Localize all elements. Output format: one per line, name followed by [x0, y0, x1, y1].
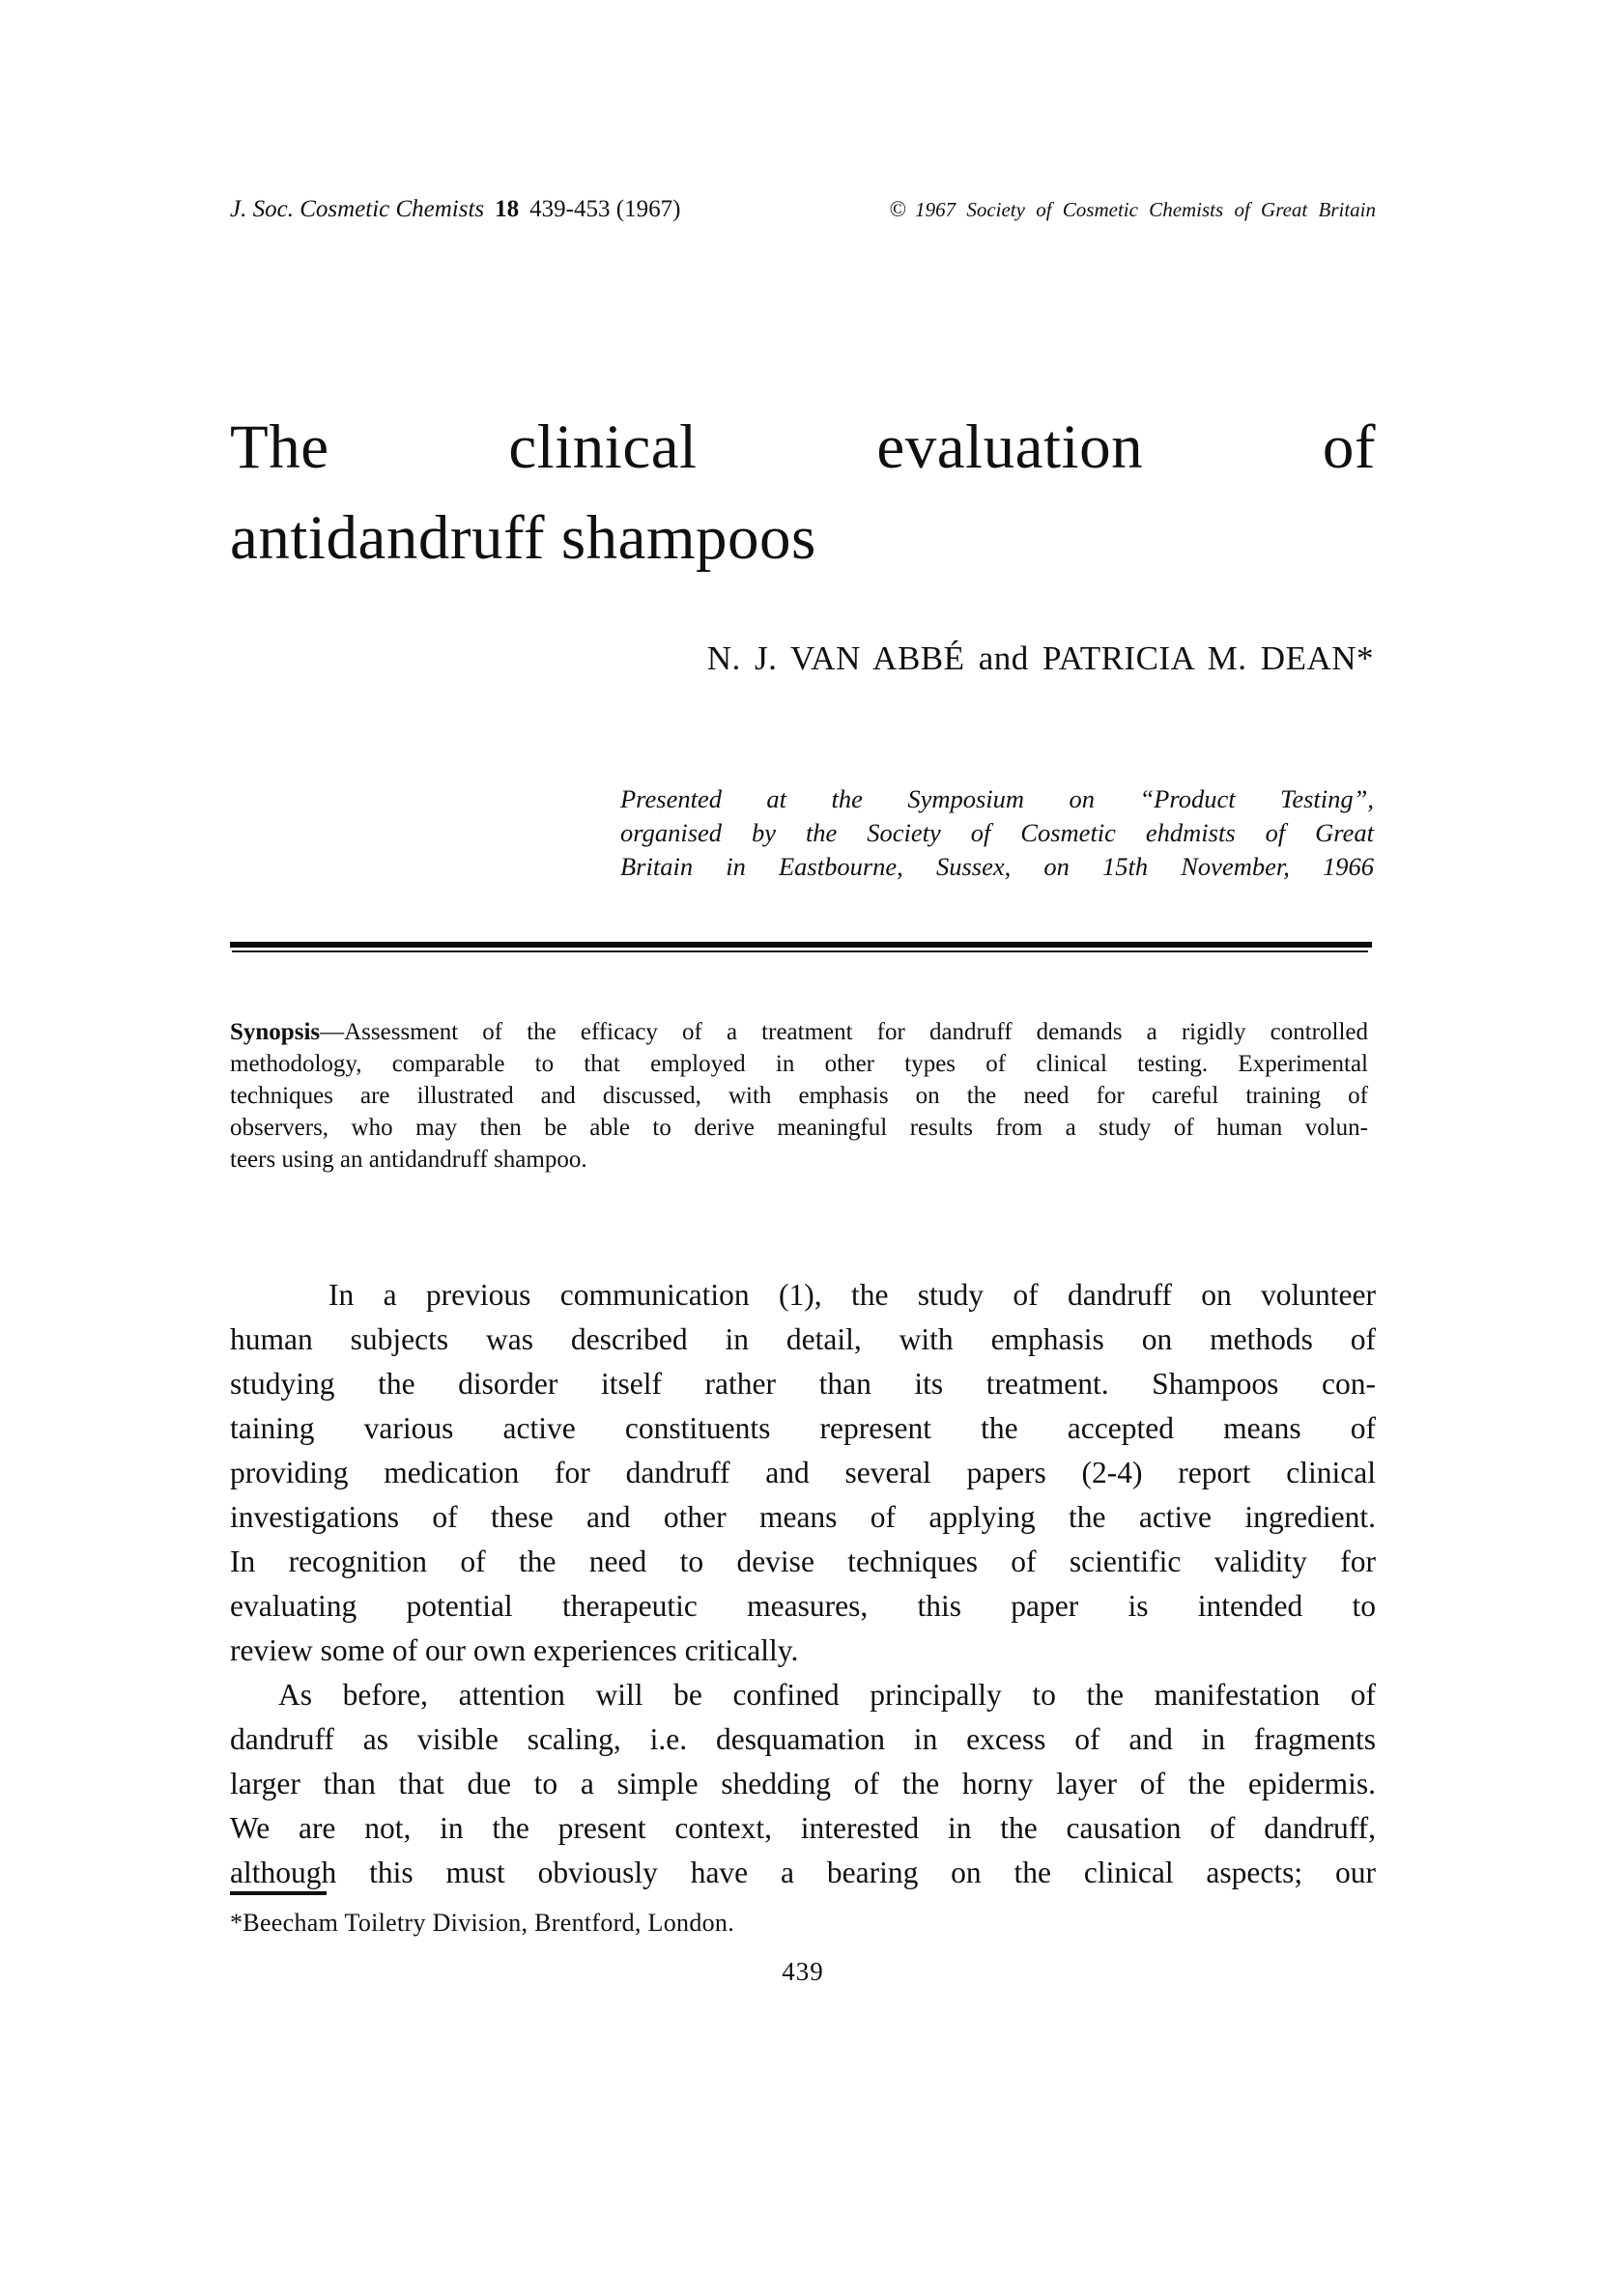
text-line: evaluating potential therapeutic measures, this paper is intended to: [230, 1589, 1376, 1623]
text-line: teers using an antidandruff shampoo.: [230, 1147, 587, 1173]
article-title: [230, 402, 1376, 583]
journal-name: J. Soc. Cosmetic Chemists: [230, 196, 485, 222]
footnote-affiliation: *Beecham Toiletry Division, Brentford, London.: [230, 1909, 735, 1937]
text-line: taining various active constituents represent the accepted means of: [230, 1411, 1376, 1445]
text-line: larger than that due to a simple shedding of the horny layer of the epidermis.: [230, 1767, 1376, 1800]
text-line: organised by the Society of Cosmetic ehdmists of Great: [620, 818, 1374, 847]
text-line: In a previous communication (1), the study of dandruff on volunteer: [328, 1278, 1376, 1312]
text-line: Britain in Eastbourne, Sussex, on 15th November, 1966: [620, 852, 1374, 881]
title-line-2: antidandruff shampoos: [230, 503, 816, 573]
text-line: studying the disorder itself rather than its treatment. Shampoos con-: [230, 1367, 1376, 1401]
text-line: methodology, comparable to that employed in other types of clinical testing. Experimental: [230, 1051, 1368, 1077]
authors-byline: N. J. VAN ABBÉ and PATRICIA M. DEAN*: [706, 639, 1374, 677]
text-line: observers, who may then be able to derive meaningful results from a study of human volun-: [230, 1115, 1368, 1141]
volume-number: 18: [495, 196, 520, 222]
text-line: although this must obviously have a bearing on the clinical aspects; our: [230, 1856, 1376, 1889]
pages-year: 439-453 (1967): [529, 196, 681, 222]
synopsis-block: [230, 1016, 1368, 1176]
synopsis-label: Synopsis: [230, 1019, 321, 1045]
paragraph: [230, 1673, 1376, 1895]
article-body: [230, 1273, 1376, 1895]
copyright-text: 1967 Society of Cosmetic Chemists of Great Britain: [915, 198, 1376, 221]
footnote-rule: [230, 1891, 327, 1895]
text-line: In recognition of the need to devise techniques of scientific validity for: [230, 1545, 1376, 1578]
text-line: Presented at the Symposium on “Product Testing”,: [620, 784, 1374, 813]
text-line: human subjects was described in detail, with emphasis on methods of: [230, 1322, 1376, 1356]
copyright-notice: [890, 197, 1376, 222]
page-number: 439: [782, 1957, 824, 1986]
paragraph: [230, 1273, 1376, 1673]
text-line: investigations of these and other means of applying the active ingredient.: [230, 1500, 1376, 1534]
title-line-1: The clinical evaluation of: [230, 412, 1376, 482]
text-line: dandruff as visible scaling, i.e. desquamation in excess of and in fragments: [230, 1722, 1376, 1756]
journal-citation: [230, 196, 1376, 223]
text-line: providing medication for dandruff and several papers (2-4) report clinical: [230, 1456, 1376, 1489]
presentation-note: [620, 782, 1374, 884]
copyright-icon: ©: [889, 197, 907, 221]
text-line: techniques are illustrated and discussed, with emphasis on the need for careful training of: [230, 1083, 1368, 1109]
section-divider-rule-thin: [232, 950, 1368, 952]
text-line: We are not, in the present context, interested in the causation of dandruff,: [230, 1811, 1376, 1845]
text-column: [230, 0, 1376, 2296]
text-line: review some of our own experiences critically.: [230, 1633, 799, 1667]
synopsis-lines: [230, 1048, 1368, 1176]
synopsis-first-line: [230, 1016, 1368, 1048]
section-divider-rule: [230, 942, 1372, 948]
text-line: As before, attention will be confined principally to the manifestation of: [278, 1678, 1376, 1712]
synopsis-first-text: —Assessment of the efficacy of a treatment for dandruff demands a rigidly controlled: [320, 1019, 1368, 1045]
